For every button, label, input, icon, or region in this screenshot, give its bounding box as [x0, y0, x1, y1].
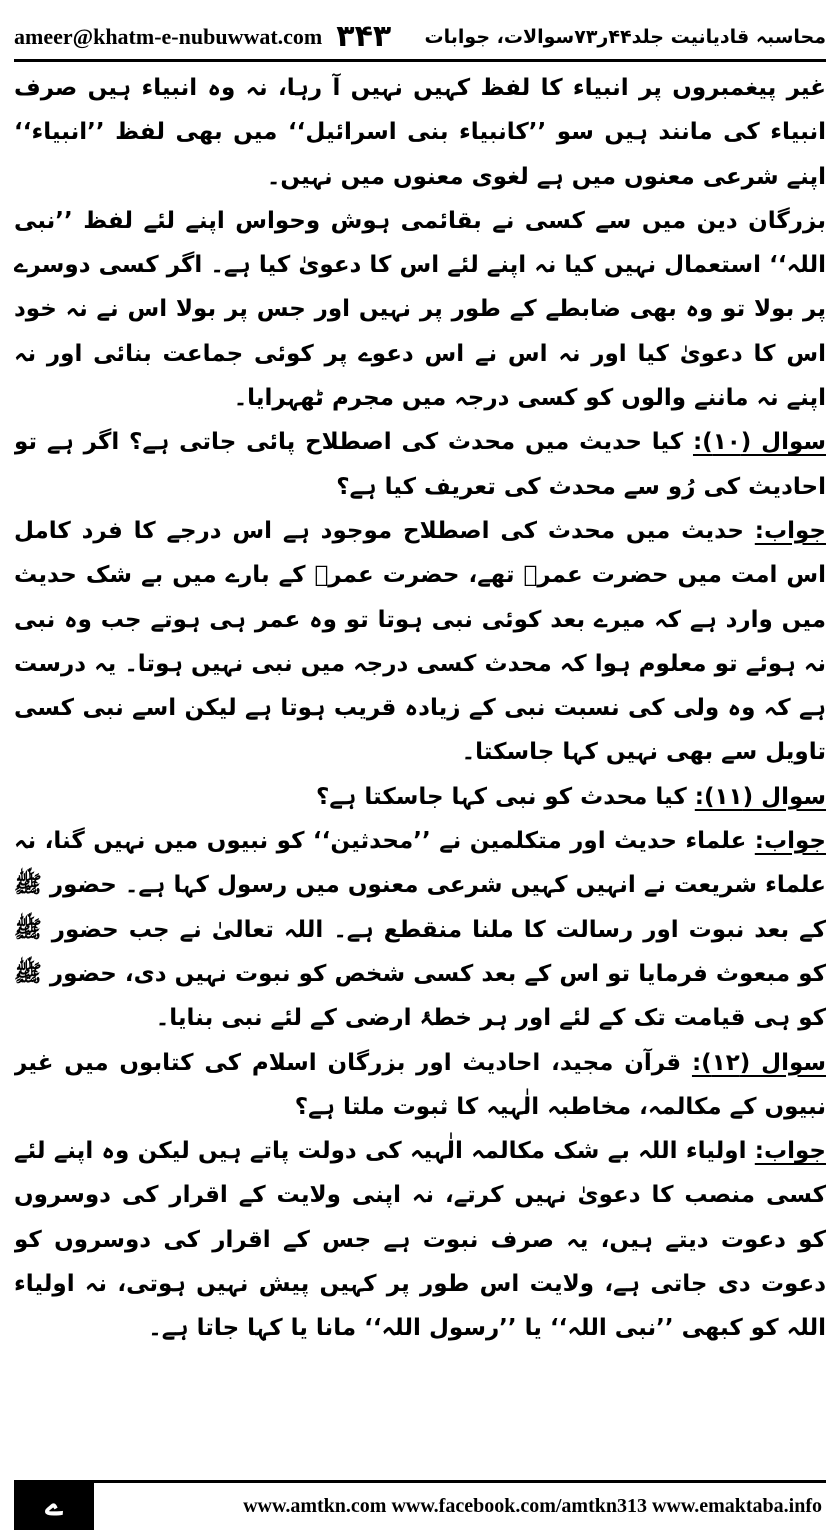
answer-text: حدیث میں محدث کی اصطلاح موجود ہے اس درجے کا فرد کامل اس امت میں حضرت عمرؓ تھے، حضرت عمرؓ کے بارے میں بے شک حدیث میں وارد ہے کہ میرے بعد کوئی نبی ہوتا تو وہ عمر ہی ہوتے جب وہ نبی نہ ہوئے تو معلوم ہوا کہ محدث کسی درجہ میں نبی نہیں ہوتا۔ یہ درست ہے کہ وہ ولی کی نسبت نبی کے زیادہ قریب ہوتا ہے لیکن اسے نبی کسی تاویل سے بھی نہیں کہا جاسکتا۔ — [14, 517, 826, 766]
header-left — [14, 19, 391, 54]
running-title: محاسبہ قادیانیت جلد۴۴ر۷۳سوالات، جوابات — [424, 25, 826, 48]
answer-10 — [14, 509, 826, 775]
answer-label: جواب: — [754, 1138, 826, 1165]
answer-11 — [14, 819, 826, 1040]
question-text: قرآن مجید، احادیث اور بزرگان اسلام کی کتابوں میں غیر نبیوں کے مکالمہ، مخاطبہ الٰہیہ کا ثبوت ملتا ہے؟ — [14, 1049, 826, 1120]
page-body — [14, 66, 826, 1464]
juz-mark: ے — [14, 1480, 94, 1530]
question-12 — [14, 1041, 826, 1130]
footer-websites[interactable]: www.amtkn.com www.facebook.com/amtkn313 www.emaktaba.info — [94, 1480, 826, 1530]
question-label: سوال (۱۱): — [694, 783, 826, 810]
page-footer — [14, 1480, 826, 1530]
question-11 — [14, 775, 826, 819]
question-10 — [14, 420, 826, 509]
question-text: کیا محدث کو نبی کہا جاسکتا ہے؟ — [316, 783, 695, 810]
paragraph-text: بزرگان دین میں سے کسی نے بقائمی ہوش وحواس اپنے لئے لفظ ’’نبی اللہ‘‘ استعمال نہیں کیا نہ اپنے لئے اس کا دعویٰ کیا ہے۔ اگر کسی دوسرے پر بولا تو وہ بھی ضابطے کے طور پر نہیں اور جس پر بولا اس نے نہ خود اس کا دعویٰ کیا اور نہ اس نے اس دعوے پر کوئی جماعت بنائی اور نہ اپنے نہ ماننے والوں کو کسی درجہ میں مجرم ٹھہرایا۔ — [14, 207, 826, 412]
header-email[interactable]: ameer@khatm-e-nubuwwat.com — [14, 23, 323, 49]
paragraph-text: غیر پیغمبروں پر انبیاء کا لفظ کہیں نہیں آ رہا، نہ وہ انبیاء ہیں صرف انبیاء کی مانند ہیں سو ’’کانبیاء بنی اسرائیل‘‘ میں بھی لفظ ’’انبیاء‘‘ اپنے شرعی معنوں میں ہے لغوی معنوں میں نہیں۔ — [14, 75, 826, 190]
page-number: ۳۴۳ — [336, 19, 392, 54]
question-text: کیا حدیث میں محدث کی اصطلاح پائی جاتی ہے؟ اگر ہے تو احادیث کی رُو سے محدث کی تعریف کیا ہے؟ — [14, 429, 826, 500]
answer-text: علماء حدیث اور متکلمین نے ’’محدثین‘‘ کو نبیوں میں نہیں گنا، نہ علماء شریعت نے انہیں کہیں شرعی معنوں میں رسول کہا ہے۔ حضور ﷺ کے بعد نبوت اور رسالت کا ملنا منقطع ہے۔ اللہ تعالیٰ نے جب حضور ﷺ کو مبعوث فرمایا تو اس کے بعد کسی شخص کو نبوت نہیں دی، حضور ﷺ کو ہی قیامت تک کے لئے اور ہر خطۂ ارضی کے لئے نبی بنایا۔ — [14, 828, 826, 1032]
answer-12 — [14, 1129, 826, 1350]
question-label: سوال (۱۰): — [692, 429, 826, 456]
question-label: سوال (۱۲): — [691, 1049, 826, 1076]
page-header — [14, 14, 826, 62]
paragraph-2 — [14, 199, 826, 420]
paragraph-1 — [14, 66, 826, 199]
answer-label: جواب: — [754, 828, 826, 855]
answer-label: جواب: — [754, 517, 826, 544]
answer-text: اولیاء اللہ بے شک مکالمہ الٰہیہ کی دولت پاتے ہیں لیکن وہ اپنے لئے کسی منصب کا دعویٰ نہیں کرتے، نہ اپنی ولایت کے اقرار کی دوسروں کو دعوت دیتے ہیں، یہ صرف نبوت ہے جس کے اقرار کی دوسروں کو دعوت دی جاتی ہے، ولایت اس طور پر کہیں پیش نہیں ہوتی، نہ اولیاء اللہ کو کبھی ’’نبی اللہ‘‘ یا ’’رسول اللہ‘‘ مانا یا کہا جاتا ہے۔ — [14, 1138, 826, 1342]
